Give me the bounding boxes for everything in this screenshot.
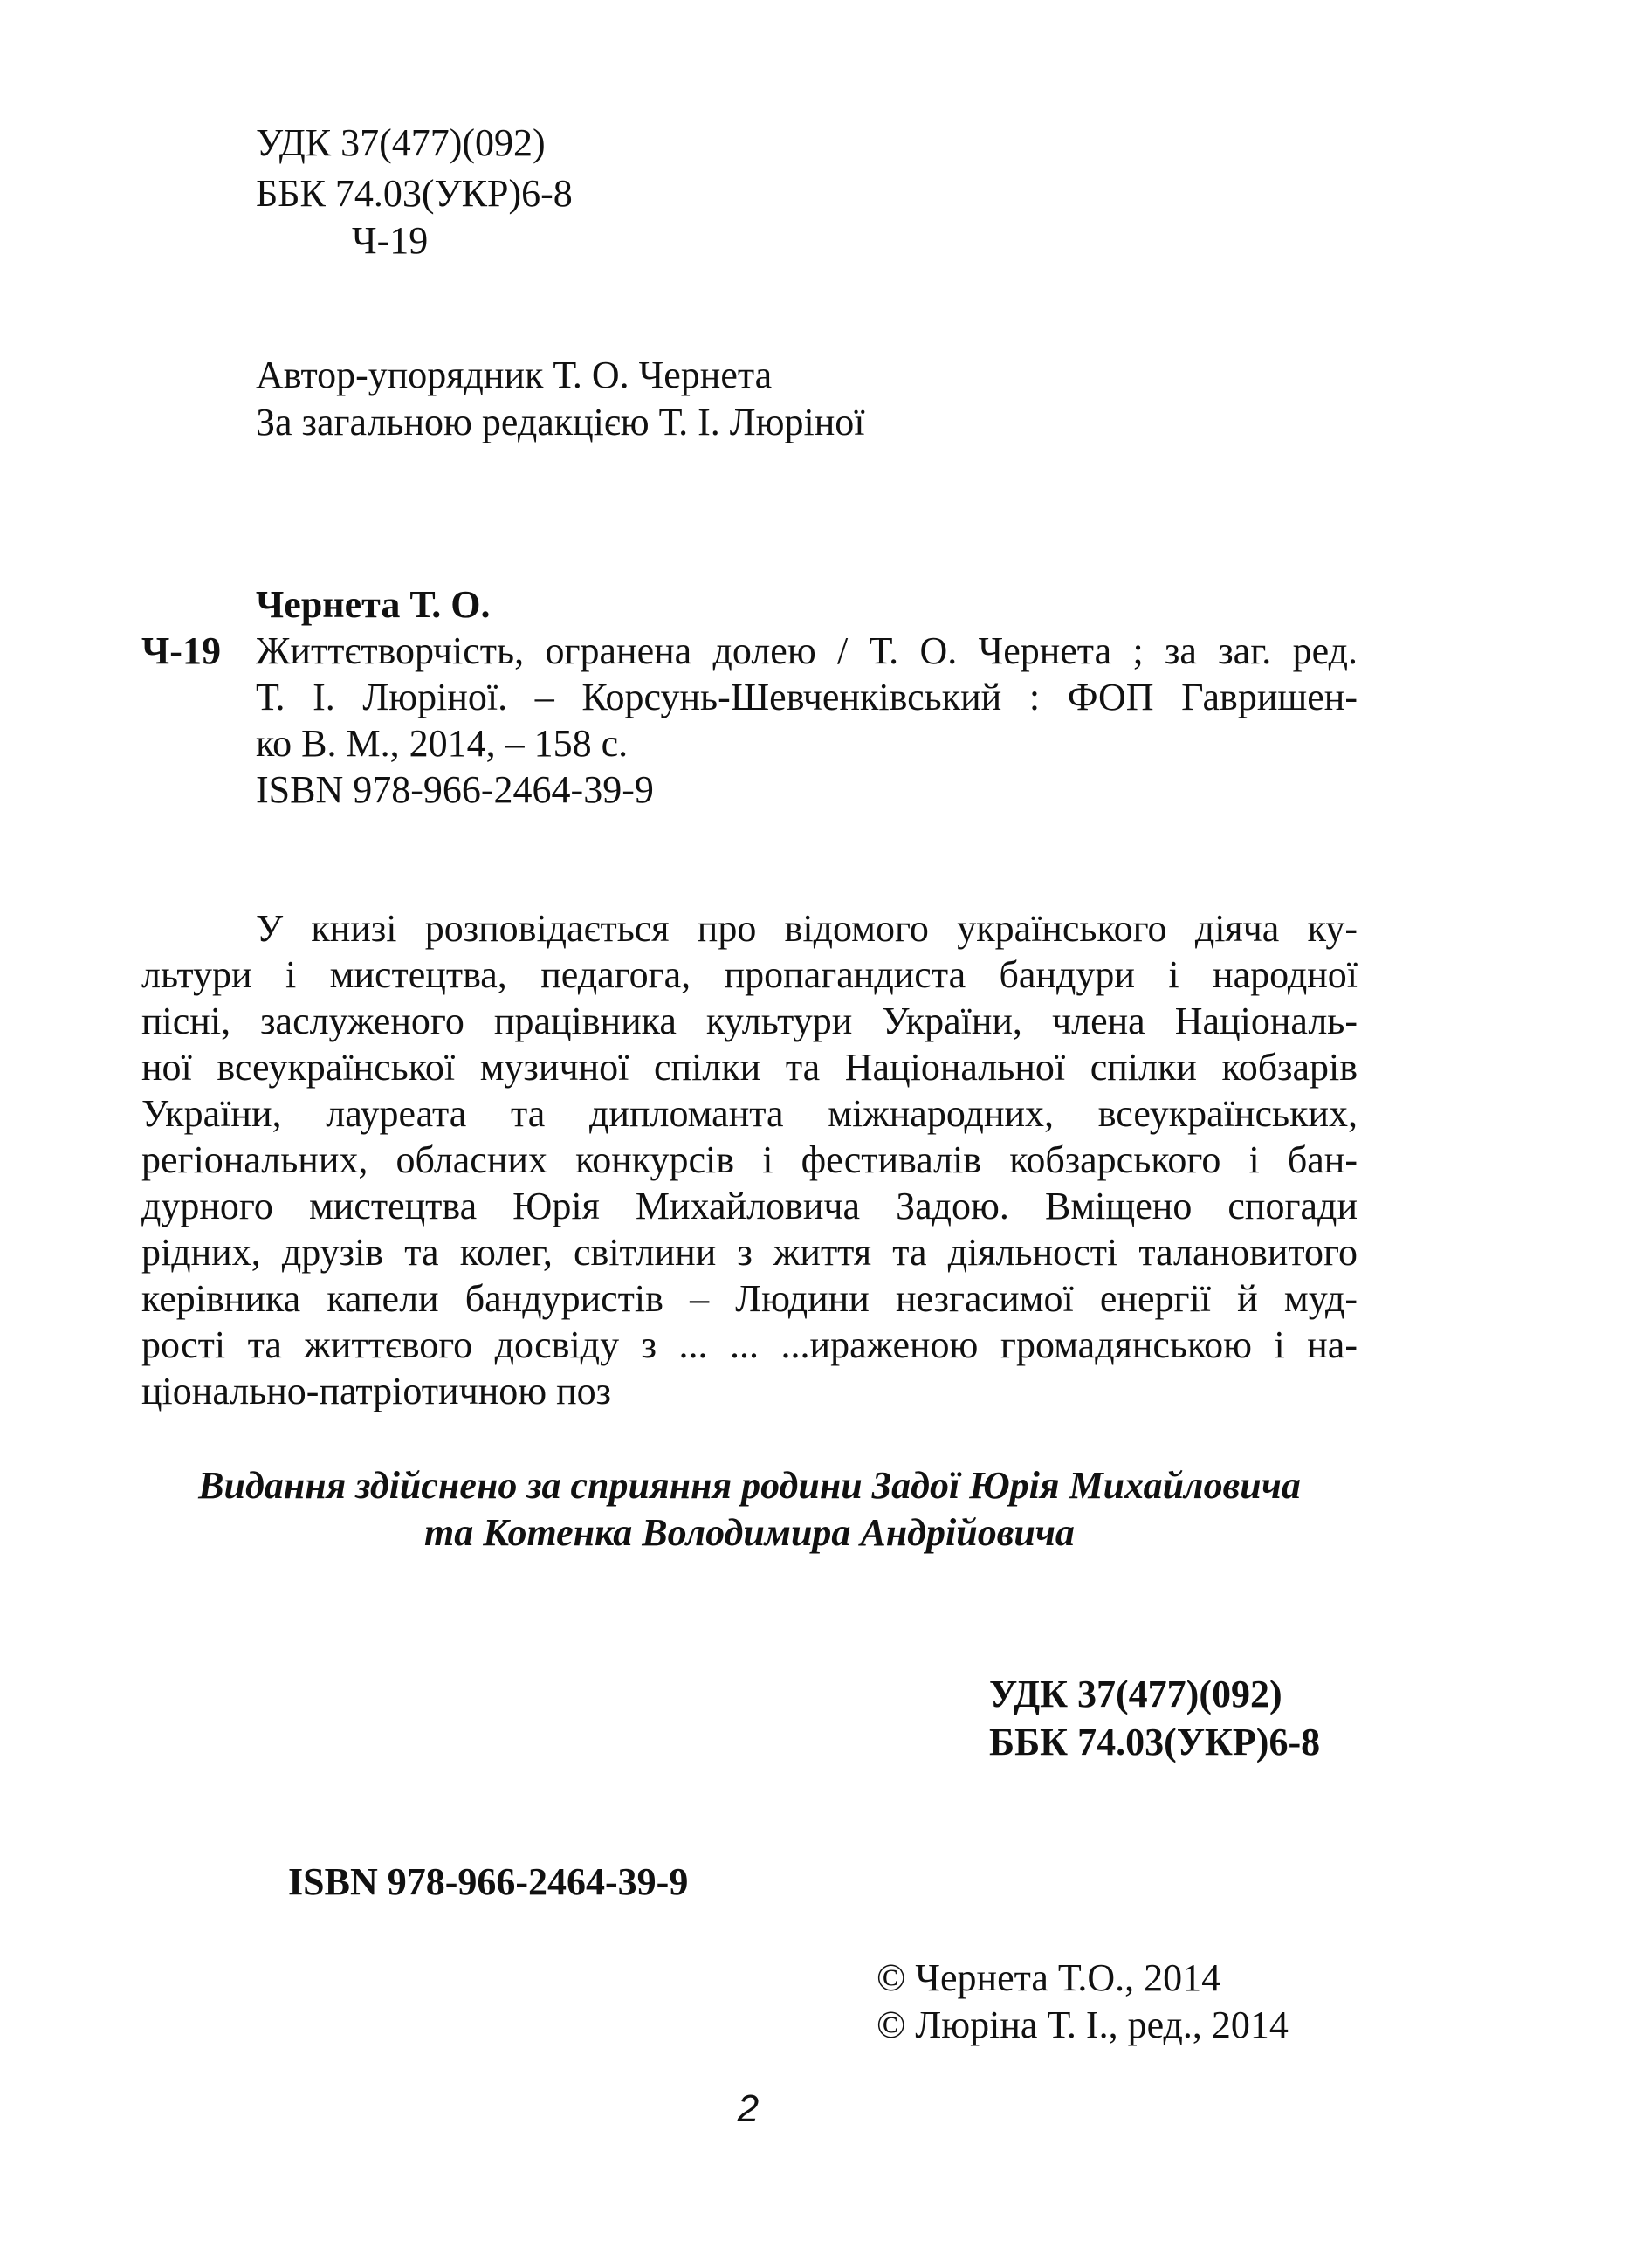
header-udk: УДК 37(477)(092): [256, 121, 546, 164]
classification-udk: УДК 37(477)(092): [989, 1673, 1282, 1715]
catalog-author-heading: Чернета Т. О.: [256, 583, 491, 626]
catalog-line: ко В. М., 2014, – 158 с.: [256, 722, 629, 765]
abstract-line: ціонально-патріотичною поз: [141, 1370, 612, 1412]
page-number: 2: [737, 2087, 760, 2130]
sponsorship-line: та Котенка Володимира Андрійовича: [424, 1511, 1075, 1554]
catalog-isbn: ISBN 978-966-2464-39-9: [256, 768, 654, 811]
editor-credit: За загальною редакцією Т. І. Люріної: [256, 401, 865, 443]
copyright-line: © Люріна Т. І., ред., 2014: [877, 2003, 1289, 2046]
sponsorship-line: Видання здійснено за сприяння родини Задої Юрія Михайловича: [198, 1464, 1301, 1507]
header-bbk: ББК 74.03(УКР)6-8: [256, 172, 573, 215]
abstract-line: У книзі розповідається про відомого українського діяча ку-: [256, 907, 1358, 950]
header-cutter: Ч-19: [352, 219, 429, 262]
abstract-line: регіональних, обласних конкурсів і фестивалів кобзарського і бан-: [141, 1138, 1358, 1181]
abstract-line: пісні, заслуженого працівника культури України, члена Національ-: [141, 1000, 1358, 1042]
abstract-line: керівника капели бандуристів – Людини незгасимої енергії й муд-: [141, 1277, 1358, 1320]
catalog-line: Життєтворчість, огранена долею / Т. О. Чернета ; за заг. ред.: [256, 629, 1358, 672]
abstract-line: рідних, друзів та колег, світлини з життя та діяльності талановитого: [141, 1231, 1358, 1274]
abstract-line: України, лауреата та дипломанта міжнародних, всеукраїнських,: [141, 1092, 1358, 1135]
compiler-credit: Автор-упорядник Т. О. Чернета: [256, 354, 773, 396]
catalog-line: Т. І. Люріної. – Корсунь-Шевченківський : ФОП Гавришен-: [256, 676, 1358, 718]
abstract-line: дурного мистецтва Юрія Михайловича Задою. Вміщено спогади: [141, 1185, 1358, 1227]
abstract-line: льтури і мистецтва, педагога, пропагандиста бандури і народної: [141, 953, 1358, 996]
abstract-line: рості та життєвого досвіду з ... ... ...ираженою громадянською і на-: [141, 1323, 1358, 1366]
catalog-cutter: Ч-19: [141, 629, 221, 672]
classification-bbk: ББК 74.03(УКР)6-8: [989, 1721, 1321, 1763]
abstract-line: ної всеукраїнської музичної спілки та Національної спілки кобзарів: [141, 1046, 1358, 1089]
classification-isbn: ISBN 978-966-2464-39-9: [288, 1860, 689, 1903]
copyright-line: © Чернета Т.О., 2014: [877, 1956, 1221, 1999]
